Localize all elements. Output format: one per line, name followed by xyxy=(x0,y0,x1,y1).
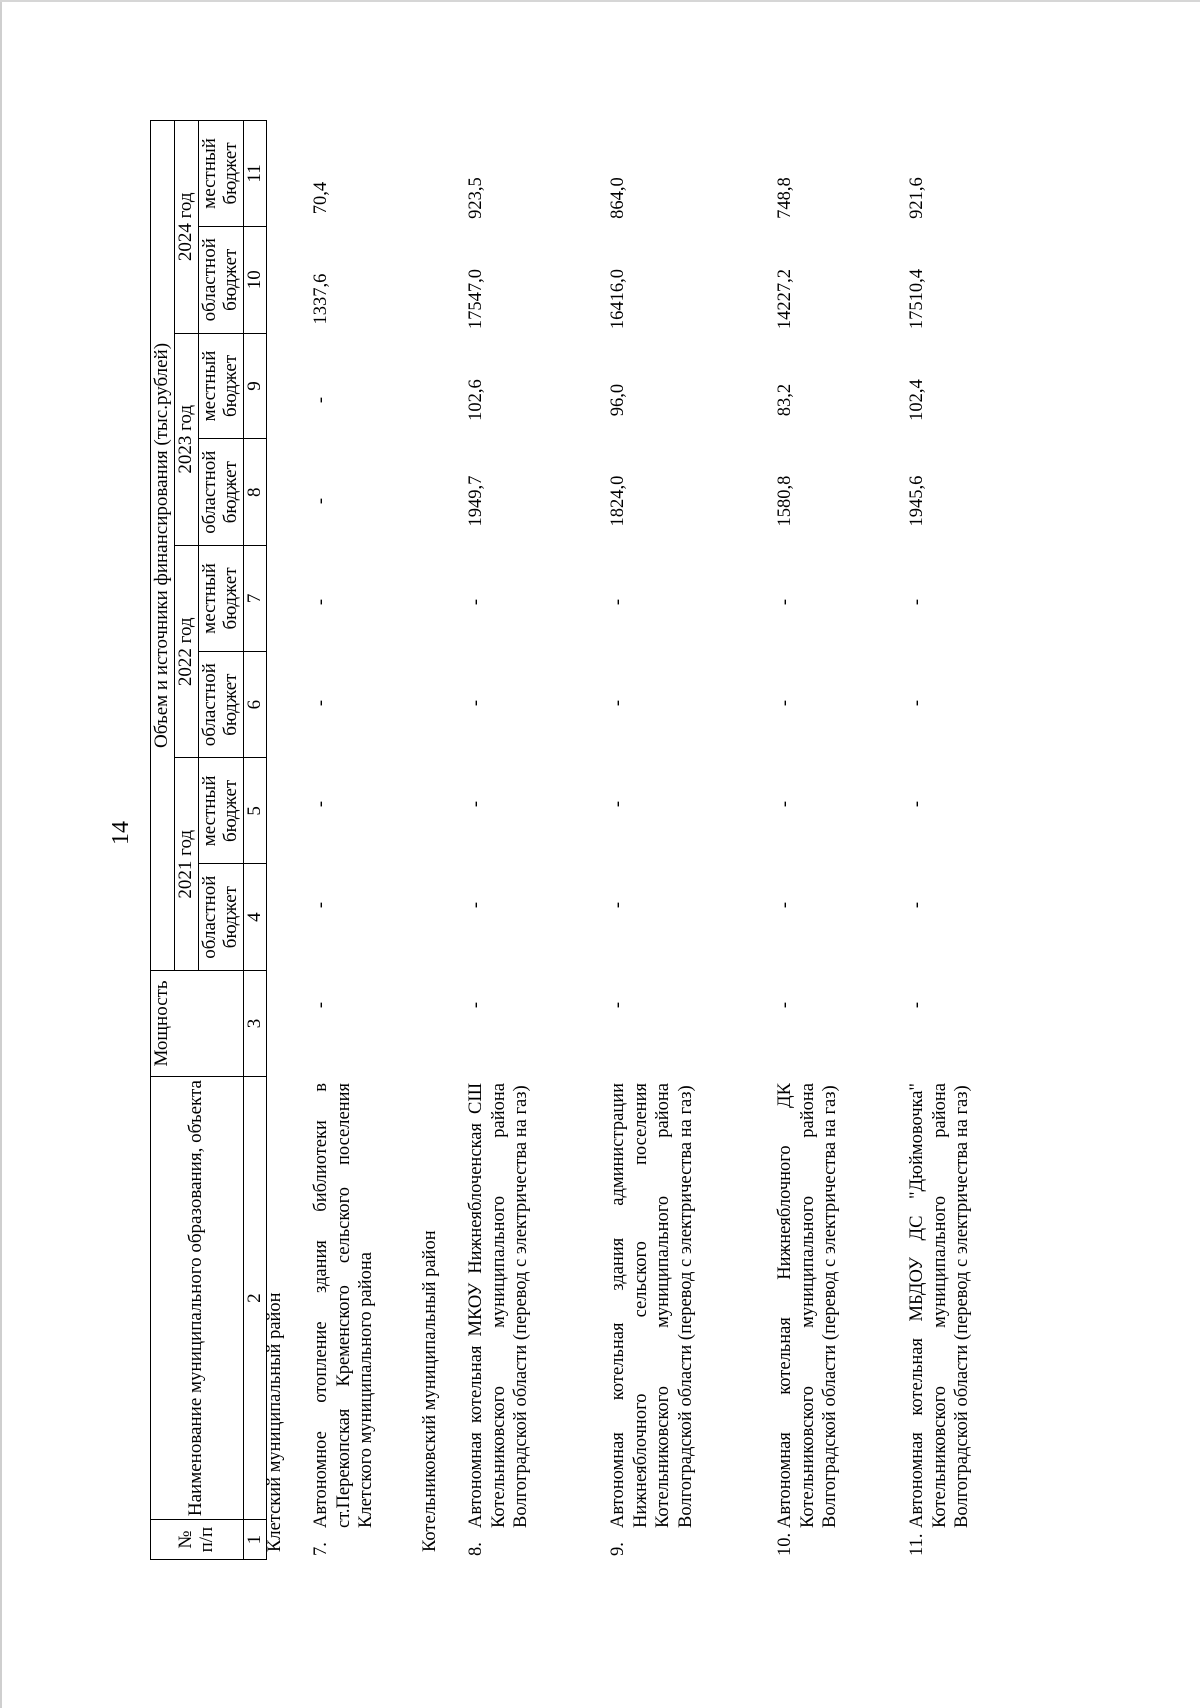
column-number: 6 xyxy=(243,651,267,758)
column-numbers-row xyxy=(243,121,267,1560)
value-cell: 864,0 xyxy=(608,177,628,219)
value-cell: - xyxy=(907,1001,927,1009)
table-body xyxy=(265,120,1048,1560)
value-cell: - xyxy=(608,699,628,707)
value-cell: 17547,0 xyxy=(466,268,486,330)
value-cell: - xyxy=(311,901,331,909)
header-local: местный бюджет xyxy=(198,758,243,864)
value-cell: 1337,6 xyxy=(311,273,331,325)
value-cell: - xyxy=(608,800,628,808)
value-cell: - xyxy=(907,598,927,606)
value-cell: - xyxy=(466,699,486,707)
column-number: 5 xyxy=(243,758,267,864)
value-cell: - xyxy=(608,598,628,606)
value-cell: 102,4 xyxy=(907,379,927,421)
header-year: 2021 год xyxy=(174,758,198,970)
value-cell: 16416,0 xyxy=(608,268,628,330)
value-cell: 70,4 xyxy=(311,181,331,215)
row-number: 10. xyxy=(775,1532,795,1556)
value-cell: 923,5 xyxy=(466,177,486,219)
scan-edge xyxy=(0,0,1200,2)
header-local: местный бюджет xyxy=(198,121,243,227)
value-cell: - xyxy=(311,497,331,505)
header-regional: областной бюджет xyxy=(198,226,243,333)
value-cell: - xyxy=(907,699,927,707)
value-cell: 748,8 xyxy=(775,177,795,219)
value-cell: - xyxy=(466,598,486,606)
column-number: 4 xyxy=(243,864,267,971)
scan-edge xyxy=(0,0,2,1708)
value-cell: 83,2 xyxy=(775,383,795,417)
header-power: Мощность xyxy=(151,970,244,1076)
value-cell: - xyxy=(775,800,795,808)
value-cell: - xyxy=(775,699,795,707)
value-cell: - xyxy=(608,1001,628,1009)
column-number: 8 xyxy=(243,439,267,546)
header-year: 2023 год xyxy=(174,333,198,545)
value-cell: - xyxy=(466,901,486,909)
value-cell: 1945,6 xyxy=(907,475,927,527)
value-cell: - xyxy=(311,396,331,404)
financing-table-header xyxy=(150,120,267,1560)
rotated-page-content xyxy=(150,120,1050,1560)
header-regional: областной бюджет xyxy=(198,864,243,971)
object-name: Автономная котельная МКОУ Нижнеяблоченская СШ Котельниковского муниципального района Волгоградской области (перевод с электричества на газ) xyxy=(466,1083,532,1528)
object-name: Автономная котельная МБДОУ ДС "Дюймовочка" Котельниковского муниципального района Волгоградской области (перевод с электричества на газ) xyxy=(907,1083,973,1528)
table-row xyxy=(310,120,398,1560)
row-number: 11. xyxy=(907,1533,927,1556)
object-name: Автономное отопление здания библиотеки в ст.Перекопская Кременского сельского поселения Клетского муниципального района xyxy=(311,1083,377,1528)
value-cell: - xyxy=(466,800,486,808)
value-cell: - xyxy=(311,699,331,707)
column-number: 1 xyxy=(243,1520,267,1560)
value-cell: 96,0 xyxy=(608,383,628,417)
value-cell: - xyxy=(311,598,331,606)
table-row xyxy=(774,120,884,1560)
value-cell: 17510,4 xyxy=(907,268,927,330)
value-cell: - xyxy=(311,1001,331,1009)
value-cell: - xyxy=(466,1001,486,1009)
value-cell: - xyxy=(775,901,795,909)
table-row xyxy=(465,120,585,1560)
value-cell: 1580,8 xyxy=(775,475,795,527)
value-cell: 1949,7 xyxy=(466,475,486,527)
header-financing: Объем и источники финансирования (тыс.рублей) xyxy=(151,121,175,971)
row-number: 8. xyxy=(466,1542,486,1556)
column-number: 10 xyxy=(243,226,267,333)
column-number: 11 xyxy=(243,121,267,227)
value-cell: 102,6 xyxy=(466,379,486,421)
column-number: 7 xyxy=(243,546,267,652)
value-cell: 14227,2 xyxy=(775,268,795,330)
region-heading: Котельниковский муниципальный район xyxy=(420,1230,440,1552)
column-number: 2 xyxy=(243,1076,267,1519)
table-row xyxy=(607,120,752,1560)
value-cell: - xyxy=(775,1001,795,1009)
header-local: местный бюджет xyxy=(198,546,243,652)
object-name: Автономная котельная здания администрации Нижнеяблочного сельского поселения Котельниковского муниципального района Волгоградской области (перевод с электричества на газ) xyxy=(608,1083,696,1528)
header-regional: областной бюджет xyxy=(198,439,243,546)
object-name: Автономная котельная Нижнеяблочного ДК Котельниковского муниципального района Волгоградской области (перевод с электричества на газ) xyxy=(775,1083,841,1528)
region-heading: Клетский муниципальный район xyxy=(265,1292,285,1552)
header-local: местный бюджет xyxy=(198,333,243,439)
header-name: Наименование муниципального образования, объекта xyxy=(151,1076,244,1519)
column-number: 3 xyxy=(243,970,267,1076)
header-num: № п/п xyxy=(151,1520,244,1560)
header-year: 2022 год xyxy=(174,546,198,758)
header-year: 2024 год xyxy=(174,121,198,334)
value-cell: - xyxy=(608,901,628,909)
value-cell: - xyxy=(775,598,795,606)
table-row xyxy=(906,120,1026,1560)
value-cell: - xyxy=(311,800,331,808)
value-cell: 921,6 xyxy=(907,177,927,219)
column-number: 9 xyxy=(243,333,267,439)
header-regional: областной бюджет xyxy=(198,651,243,758)
value-cell: 1824,0 xyxy=(608,475,628,527)
row-number: 9. xyxy=(608,1542,628,1556)
value-cell: - xyxy=(907,901,927,909)
row-number: 7. xyxy=(311,1542,331,1556)
value-cell: - xyxy=(907,800,927,808)
page-number: 14 xyxy=(108,821,134,845)
